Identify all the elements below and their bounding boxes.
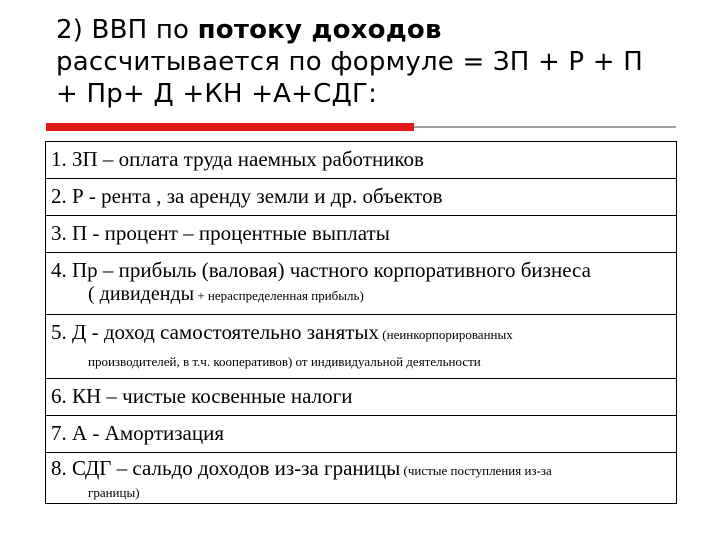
list-item-subtext-small: производителей, в т.ч. кооперативов) от индивидуальной деятельности	[88, 354, 481, 369]
list-item-foreign-income	[46, 453, 676, 503]
list-item-text: 2. Р - рента , за аренду земли и др. объектов	[51, 184, 443, 208]
list-item-subtext-small: границы)	[88, 485, 140, 500]
list-item-indirect-taxes	[46, 379, 676, 416]
list-item-rent	[46, 179, 676, 216]
list-item-subtext-small: + нераспределенная прибыль)	[194, 288, 364, 303]
title-line-1	[56, 14, 696, 46]
accent-line-gray	[414, 126, 676, 128]
list-item-text: 6. КН – чистые косвенные налоги	[51, 384, 353, 408]
list-item-text: 4. Пр – прибыль (валовая) частного корпоративного бизнеса	[51, 258, 591, 282]
title-line-3: + Пр+ Д +КН +А+СДГ:	[56, 79, 378, 109]
list-item-profit	[46, 253, 676, 315]
title-line-2: рассчитывается по формуле = ЗП + Р + П	[56, 47, 643, 77]
list-item-wages	[46, 142, 676, 179]
list-item-text-small: (неинкорпорированных	[379, 327, 513, 342]
list-item-text: 5. Д - доход самостоятельно занятых	[51, 320, 380, 344]
list-item-text: 7. А - Амортизация	[51, 421, 225, 445]
income-components-list	[45, 141, 677, 504]
list-item-text: 8. СДГ – сальдо доходов из-за границы	[51, 456, 401, 480]
title-line-1-prefix: 2) ВВП по	[56, 15, 198, 45]
slide-title	[56, 14, 696, 110]
list-item-interest	[46, 216, 676, 253]
list-item-text-small: (чистые поступления из-за	[400, 463, 552, 478]
title-line-1-bold: потоку доходов	[197, 15, 442, 45]
list-item-subtext-main: ( дивиденды	[88, 283, 195, 305]
list-item-depreciation	[46, 416, 676, 453]
list-item-text: 3. П - процент – процентные выплаты	[51, 221, 390, 245]
list-item-self-employed	[46, 315, 676, 379]
list-item-text: 1. ЗП – оплата труда наемных работников	[51, 147, 424, 171]
accent-bar-red	[46, 123, 414, 131]
